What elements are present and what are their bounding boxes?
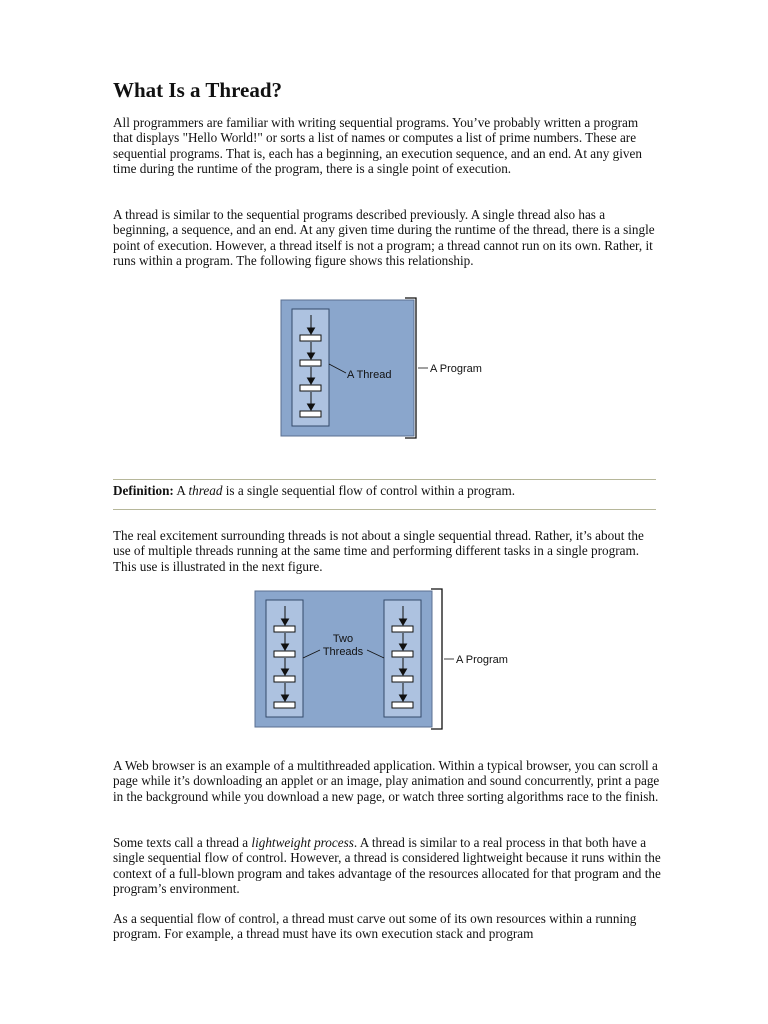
thread-label: A Thread <box>347 369 392 381</box>
paragraph-web-browser: A Web browser is an example of a multithreaded application. Within a typical browser, you can scroll a page while it’s downloading an applet or an image, play animation and sound concurrently, print a page in the background while you download a new page, or watch three sorting algorithms race to the finish. <box>113 758 660 804</box>
definition <box>113 483 515 499</box>
paragraph-sequential-programs: All programmers are familiar with writing sequential programs. You’ve probably written a program that displays "Hello World!" or sorts a list of names or computes a list of prime numbers. These are sequential programs. That is, each has a beginning, an execution sequence, and an end. At any given time during the runtime of the program, there is a single point of execution. <box>113 115 642 177</box>
paragraph-resources: As a sequential flow of control, a thread must carve out some of its own resources within a running program. For example, a thread must have its own execution stack and program <box>113 911 637 942</box>
divider-bottom <box>113 509 656 510</box>
program-label: A Program <box>456 654 508 666</box>
paragraph-thread-similar: A thread is similar to the sequential programs described previously. A single thread also has a beginning, a sequence, and an end. At any given time during the runtime of the thread, there is a single point of execution. However, a thread itself is not a program; a thread cannot run on its own. Rather, it runs within a program. The following figure shows this relationship. <box>113 207 655 269</box>
two-threads-label-line1: Two <box>332 633 354 645</box>
program-label: A Program <box>430 363 482 375</box>
lightweight-text-start: Some texts call a thread a <box>113 835 252 850</box>
definition-text: A <box>173 483 189 498</box>
definition-text-rest: is a single sequential flow of control within a program. <box>222 483 516 498</box>
definition-label: Definition: <box>113 483 174 498</box>
page-title: What Is a Thread? <box>113 78 283 102</box>
paragraph-lightweight-process <box>113 835 661 897</box>
paragraph-multiple-threads: The real excitement surrounding threads is not about a single sequential thread. Rather, it’s about the use of multiple threads running at the same time and performing different tasks in a single program. This use is illustrated in the next figure. <box>113 528 644 574</box>
figure-single-thread <box>270 295 520 440</box>
lightweight-process-term: lightweight process <box>251 835 354 850</box>
figure-two-threads <box>250 586 530 731</box>
two-threads-label-line2: Threads <box>322 646 364 658</box>
definition-term: thread <box>188 483 223 498</box>
divider-top <box>113 479 656 480</box>
lightweight-text-end: . A thread is similar to a real process in that both have a single sequential flow of control. However, a thread is considered lightweight because it runs within the context of a full-blown program and takes advantage of the resources allocated for that program and the program’s environment. <box>113 835 661 897</box>
